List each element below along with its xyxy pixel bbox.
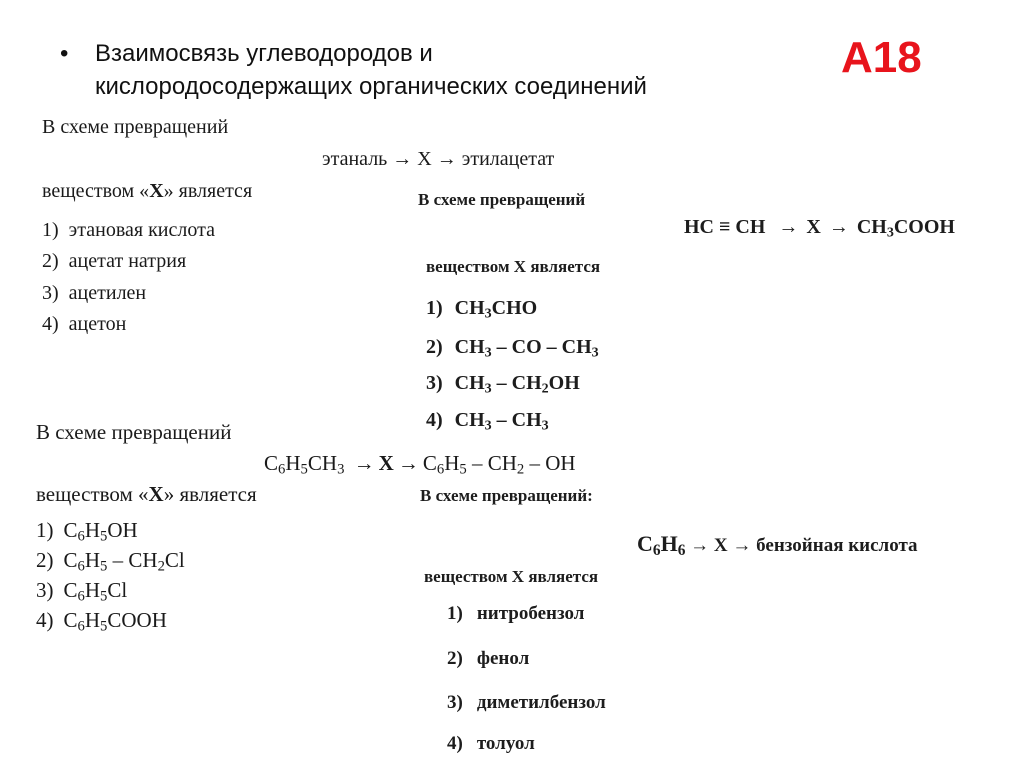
arrow-icon: → bbox=[778, 216, 799, 238]
q3-formula-sub: 2 bbox=[157, 558, 165, 575]
q2-option bbox=[426, 297, 537, 320]
q3-formula-sub: 6 bbox=[436, 461, 445, 478]
q2-option bbox=[426, 372, 580, 395]
q3-formula-part: COOH bbox=[107, 608, 167, 632]
q2-formula-sub: 3 bbox=[484, 345, 492, 361]
q3-scheme bbox=[264, 451, 576, 476]
q2-formula-sub: 3 bbox=[541, 418, 549, 434]
q4-option bbox=[447, 733, 535, 755]
q2-formula-part: CHO bbox=[491, 297, 538, 319]
q3-formula-sub: 5 bbox=[300, 461, 308, 478]
q2-formula-part: – CH bbox=[491, 409, 542, 431]
q2-option-number: 2) bbox=[426, 336, 443, 358]
q2-formula-part: CH bbox=[454, 297, 485, 319]
q3-formula-part: C bbox=[63, 518, 78, 542]
q1-option-number: 2) bbox=[42, 250, 59, 272]
q3-formula-sub: 5 bbox=[100, 588, 108, 605]
q1-question-pre: веществом « bbox=[42, 180, 150, 202]
q3-option-number: 4) bbox=[36, 608, 54, 632]
q4-option-text: фенол bbox=[476, 648, 530, 669]
q3-formula-part: H bbox=[285, 451, 301, 475]
q2-formula-part: CH bbox=[454, 372, 485, 394]
q2-question: веществом X является bbox=[426, 257, 601, 276]
q2-scheme-end-tail: COOH bbox=[893, 216, 955, 238]
q4-option bbox=[447, 648, 529, 670]
q1-intro: В схеме превращений bbox=[42, 116, 229, 138]
q1-option bbox=[42, 313, 126, 336]
q3-formula-sub: 2 bbox=[516, 461, 525, 478]
q3-formula-part: OH bbox=[107, 518, 138, 542]
q2-formula-sub: 3 bbox=[484, 381, 492, 397]
q3-formula-sub: 5 bbox=[100, 528, 108, 545]
q4-question: веществом X является bbox=[424, 567, 599, 586]
q1-option-text: этановая кислота bbox=[68, 219, 215, 241]
q4-option-number: 2) bbox=[447, 648, 463, 669]
q3-formula-sub: 6 bbox=[77, 558, 85, 575]
q3-formula-sub: 6 bbox=[77, 588, 85, 605]
q3-formula-part: – OH bbox=[524, 451, 576, 475]
q3-formula-sub: 5 bbox=[100, 618, 108, 635]
q3-question-pre: веществом « bbox=[36, 482, 149, 506]
q3-formula-part: H bbox=[84, 548, 101, 572]
q2-formula-sub: 3 bbox=[484, 306, 492, 322]
q2-formula-sub: 2 bbox=[541, 381, 549, 397]
q4-option-text: диметилбензол bbox=[476, 692, 606, 713]
task-code: А18 bbox=[841, 33, 922, 82]
q3-formula-part: H bbox=[444, 451, 460, 475]
q1-option-text: ацетилен bbox=[68, 282, 147, 304]
q3-formula-part: H bbox=[84, 518, 101, 542]
q1-question bbox=[42, 180, 252, 203]
q2-formula-part: – CH bbox=[491, 372, 542, 394]
q1-option bbox=[42, 282, 146, 305]
q1-question-post: » является bbox=[163, 180, 253, 202]
q2-formula-part: OH bbox=[548, 372, 580, 394]
q2-formula-sub: 3 bbox=[591, 345, 599, 361]
q3-intro: В схеме превращений bbox=[36, 420, 232, 444]
q3-option bbox=[36, 518, 138, 543]
q3-formula-part: C bbox=[63, 578, 78, 602]
q2-option-number: 4) bbox=[426, 409, 443, 431]
q3-formula-sub: 3 bbox=[337, 461, 345, 478]
q2-scheme-start: HC ≡ CH bbox=[684, 216, 766, 238]
q2-scheme-end: CH bbox=[856, 216, 887, 238]
q4-option bbox=[447, 603, 584, 625]
q2-scheme-end-sub: 3 bbox=[886, 225, 894, 241]
arrow-icon: → bbox=[828, 216, 849, 238]
q2-option-number: 1) bbox=[426, 297, 443, 319]
q2-option bbox=[426, 409, 549, 432]
q4-scheme-rest: → X → бензойная кислота bbox=[685, 535, 918, 556]
q4-option-number: 4) bbox=[447, 733, 463, 754]
q4-formula-sub: 6 bbox=[677, 541, 686, 559]
q1-option-number: 4) bbox=[42, 313, 59, 335]
q4-formula-part: C bbox=[637, 531, 653, 556]
q3-option bbox=[36, 578, 127, 603]
q3-formula-part: C bbox=[422, 451, 437, 475]
q3-question bbox=[36, 482, 257, 507]
slide-title-line-1: Взаимосвязь углеводородов и bbox=[95, 40, 433, 67]
q2-intro: В схеме превращений bbox=[418, 190, 586, 209]
q1-option-text: ацетон bbox=[68, 313, 127, 335]
q3-option-number: 3) bbox=[36, 578, 54, 602]
q3-formula-part: H bbox=[84, 608, 101, 632]
q2-scheme-x: X bbox=[806, 216, 821, 238]
q3-option bbox=[36, 608, 167, 633]
q2-option bbox=[426, 336, 599, 359]
q2-option-number: 3) bbox=[426, 372, 443, 394]
q3-formula-part: – CH bbox=[466, 451, 517, 475]
q4-option-number: 3) bbox=[447, 692, 463, 713]
q3-formula-sub: 5 bbox=[100, 558, 108, 575]
q4-intro: В схеме превращений: bbox=[420, 486, 593, 505]
q3-formula-sub: 6 bbox=[77, 618, 85, 635]
q4-option-number: 1) bbox=[447, 603, 463, 624]
arrow-icon: → bbox=[397, 451, 419, 475]
q1-option-text: ацетат натрия bbox=[68, 250, 187, 272]
bullet: • bbox=[60, 40, 69, 67]
q3-formula-part: C bbox=[63, 548, 78, 572]
q4-scheme bbox=[637, 531, 918, 557]
q2-formula-part: – CO – CH bbox=[491, 336, 592, 358]
q4-option-text: толуол bbox=[476, 733, 535, 754]
q2-formula-sub: 3 bbox=[484, 418, 492, 434]
q3-option-number: 2) bbox=[36, 548, 54, 572]
q2-scheme bbox=[684, 216, 955, 239]
q1-option bbox=[42, 219, 215, 242]
q3-option-number: 1) bbox=[36, 518, 54, 542]
q3-formula-part: Cl bbox=[164, 548, 185, 572]
q3-question-x: X bbox=[148, 482, 164, 506]
q4-option bbox=[447, 692, 606, 714]
q3-formula-part: C bbox=[63, 608, 78, 632]
q3-formula-sub: 6 bbox=[278, 461, 286, 478]
q3-formula-part: Cl bbox=[107, 578, 128, 602]
q1-option bbox=[42, 250, 186, 273]
q1-scheme: этаналь → X → этилацетат bbox=[322, 148, 555, 170]
q3-formula-part: CH bbox=[307, 451, 338, 475]
q3-formula-part: C bbox=[264, 451, 279, 475]
q2-formula-part: CH bbox=[454, 336, 485, 358]
q3-scheme-x: X bbox=[378, 451, 394, 475]
slide-title-line-2: кислородосодержащих органических соединений bbox=[95, 73, 647, 100]
q4-formula-part: H bbox=[660, 531, 678, 556]
arrow-icon: → bbox=[353, 451, 375, 475]
q1-question-x: X bbox=[149, 180, 164, 202]
q3-option bbox=[36, 548, 185, 573]
q1-option-number: 1) bbox=[42, 219, 59, 241]
q4-formula-sub: 6 bbox=[652, 541, 661, 559]
q1-option-number: 3) bbox=[42, 282, 59, 304]
q2-formula-part: CH bbox=[454, 409, 485, 431]
q3-formula-part: H bbox=[84, 578, 101, 602]
q3-question-post: » является bbox=[163, 482, 257, 506]
q3-formula-sub: 6 bbox=[77, 528, 85, 545]
q3-formula-part: – CH bbox=[107, 548, 158, 572]
q3-formula-sub: 5 bbox=[459, 461, 467, 478]
q4-option-text: нитробензол bbox=[476, 603, 585, 624]
